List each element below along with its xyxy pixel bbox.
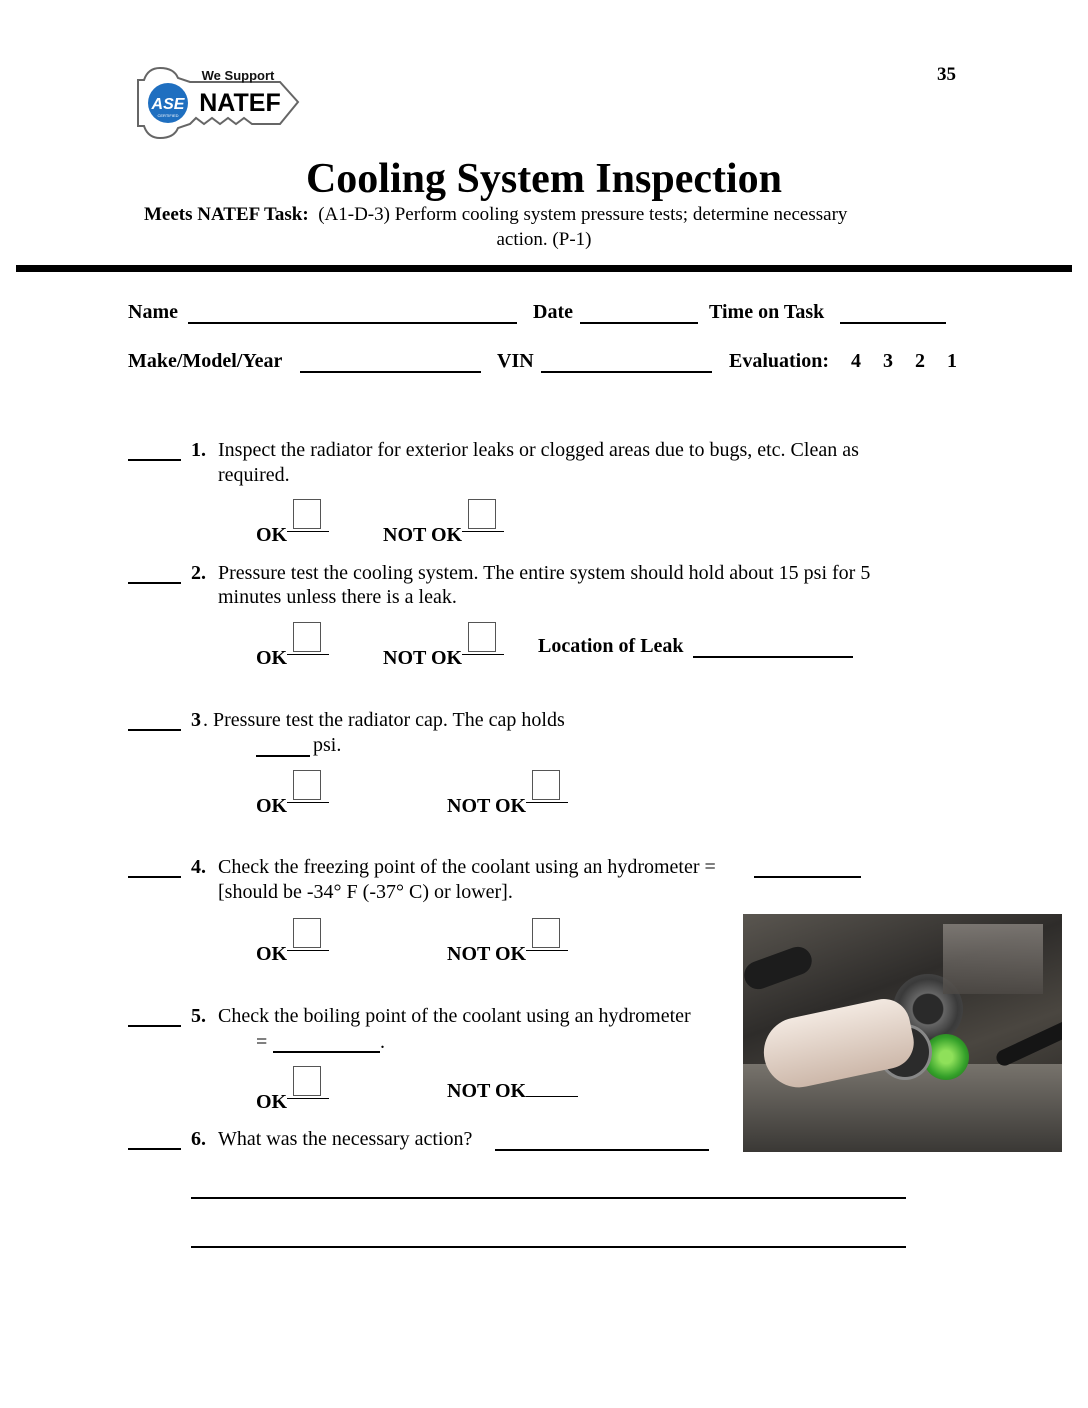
freezing-point-field[interactable] <box>754 876 861 878</box>
ok-checkbox[interactable] <box>293 622 321 652</box>
task-description <box>144 204 847 226</box>
psi-label: psi. <box>313 734 342 756</box>
svg-text:We Support: We Support <box>201 68 275 83</box>
evaluation-score-1[interactable]: 1 <box>947 350 957 372</box>
item-3-ok <box>256 782 329 818</box>
item-6-number: 6. <box>191 1128 206 1150</box>
ok-label: OK <box>256 943 288 965</box>
item-6-text: What was the necessary action? <box>218 1128 473 1150</box>
ok-checkbox[interactable] <box>293 770 321 800</box>
ok-checkbox[interactable] <box>293 499 321 529</box>
evaluation-label: Evaluation: <box>729 350 830 372</box>
task-text-line1: (A1-D-3) Perform cooling system pressure tests; determine necessary <box>318 204 848 225</box>
item-6-score-field[interactable] <box>128 1148 181 1150</box>
evaluation-score-3[interactable]: 3 <box>883 350 893 372</box>
item-1-score-field[interactable] <box>128 459 181 461</box>
svg-text:CERTIFIED: CERTIFIED <box>157 113 179 118</box>
natef-logo <box>130 58 305 150</box>
ok-label: OK <box>256 647 288 669</box>
item-2-not-ok <box>383 634 504 670</box>
make-model-year-label: Make/Model/Year <box>128 350 283 372</box>
item-3-number: 3 <box>191 709 201 731</box>
item-4-text: Check the freezing point of the coolant using an hydrometer = <box>218 856 716 878</box>
radiator-cap-photo <box>743 914 1062 1152</box>
location-of-leak-label: Location of Leak <box>538 635 684 657</box>
evaluation-score-4[interactable]: 4 <box>851 350 861 372</box>
header-divider <box>16 265 1072 272</box>
item-4-text-2: [should be -34° F (-37° C) or lower]. <box>218 881 513 903</box>
ok-label: OK <box>256 1091 288 1113</box>
item-5-number: 5. <box>191 1005 206 1027</box>
item-1-text-2: required. <box>218 464 290 486</box>
not-ok-label: NOT OK <box>383 524 463 546</box>
not-ok-label: NOT OK <box>447 943 527 965</box>
page-title: Cooling System Inspection <box>305 156 783 202</box>
item-1-text: Inspect the radiator for exterior leaks or clogged areas due to bugs, etc. Clean as <box>218 439 859 461</box>
item-4-number: 4. <box>191 856 206 878</box>
not-ok-checkbox[interactable] <box>532 770 560 800</box>
item-5-ok <box>256 1078 329 1114</box>
name-field[interactable] <box>188 322 517 324</box>
date-label: Date <box>533 301 573 323</box>
item-1-ok <box>256 511 329 547</box>
not-ok-label: NOT OK <box>447 795 527 817</box>
ok-checkbox[interactable] <box>293 918 321 948</box>
key-logo-icon <box>130 58 305 150</box>
equals-sign: = <box>256 1031 268 1053</box>
item-2-ok <box>256 634 329 670</box>
not-ok-label: NOT OK <box>383 647 463 669</box>
vin-label: VIN <box>497 350 534 372</box>
item-5-text: Check the boiling point of the coolant using an hydrometer <box>218 1005 691 1027</box>
item-5-not-ok <box>447 1078 578 1103</box>
necessary-action-field[interactable] <box>495 1149 709 1151</box>
page-number: 35 <box>937 64 956 85</box>
not-ok-checkbox[interactable] <box>468 499 496 529</box>
item-1-not-ok <box>383 511 504 547</box>
time-on-task-label: Time on Task <box>709 301 825 323</box>
item-1-number: 1. <box>191 439 206 461</box>
ok-label: OK <box>256 795 288 817</box>
not-ok-checkbox[interactable] <box>532 918 560 948</box>
item-2-number: 2. <box>191 562 206 584</box>
boiling-point-field[interactable] <box>273 1051 380 1053</box>
task-text-line2: action. (P-1) <box>496 229 592 250</box>
svg-text:ASE: ASE <box>151 96 185 113</box>
item-2-score-field[interactable] <box>128 582 181 584</box>
not-ok-field[interactable] <box>526 1078 578 1097</box>
make-model-year-field[interactable] <box>300 371 481 373</box>
period: . <box>380 1031 385 1053</box>
item-3-score-field[interactable] <box>128 729 181 731</box>
date-field[interactable] <box>580 322 698 324</box>
item-4-ok <box>256 930 329 966</box>
ok-checkbox[interactable] <box>293 1066 321 1096</box>
necessary-action-line-3[interactable] <box>191 1246 906 1248</box>
not-ok-label: NOT OK <box>447 1080 527 1102</box>
vin-field[interactable] <box>541 371 712 373</box>
name-label: Name <box>128 301 178 323</box>
item-5-score-field[interactable] <box>128 1025 181 1027</box>
time-on-task-field[interactable] <box>840 322 946 324</box>
item-2-text-2: minutes unless there is a leak. <box>218 586 457 608</box>
task-label: Meets NATEF Task: <box>144 204 309 225</box>
necessary-action-line-2[interactable] <box>191 1197 906 1199</box>
item-3-not-ok <box>447 782 568 818</box>
item-4-not-ok <box>447 930 568 966</box>
evaluation-score-2[interactable]: 2 <box>915 350 925 372</box>
item-4-score-field[interactable] <box>128 876 181 878</box>
ok-label: OK <box>256 524 288 546</box>
location-of-leak-field[interactable] <box>693 656 853 658</box>
cap-psi-field[interactable] <box>256 755 310 757</box>
item-2-text: Pressure test the cooling system. The entire system should hold about 15 psi for 5 <box>218 562 871 584</box>
not-ok-checkbox[interactable] <box>468 622 496 652</box>
item-3-text: . Pressure test the radiator cap. The cap holds <box>203 709 565 731</box>
svg-text:NATEF: NATEF <box>199 89 281 117</box>
